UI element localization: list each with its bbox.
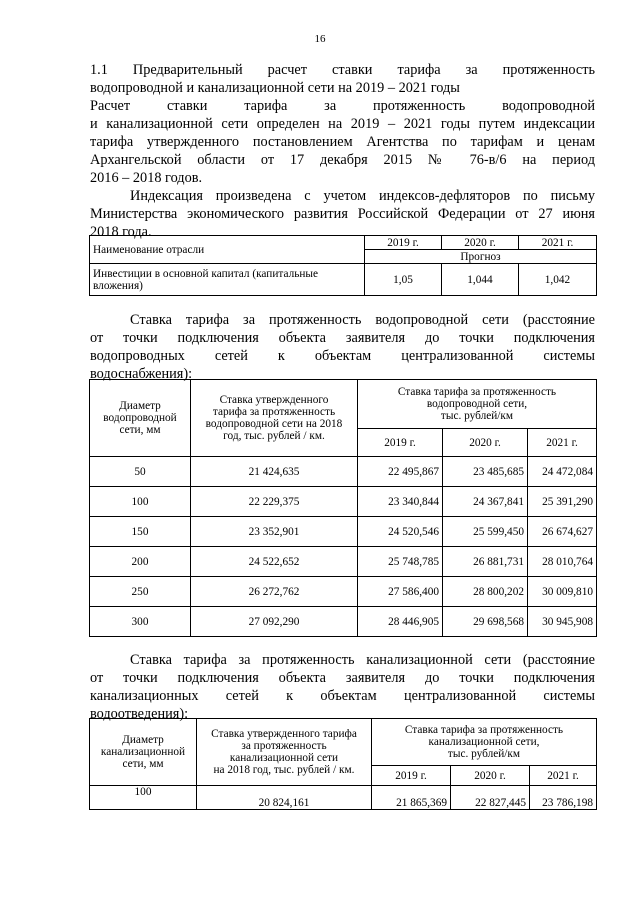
table-row: [90, 577, 597, 607]
rate-2021-cell: 28 010,764: [528, 547, 597, 577]
index-value: 1,042: [519, 264, 597, 296]
water-supply-rates-table: [89, 379, 597, 637]
para1-line-2: и канализационной сети определен на 2019 – 2021 годы путем индексации: [90, 116, 595, 132]
section-heading-line-1: 1.1 Предварительный расчет ставки тарифа за протяженность: [90, 62, 595, 78]
rate-2019-cell: 23 340,844: [358, 487, 443, 517]
para2-line-2: Министерства экономического развития Российской Федерации от 27 июня: [90, 206, 595, 222]
diameter-cell: 250: [90, 577, 191, 607]
diameter-cell: 100: [90, 487, 191, 517]
para2-line-1: Индексация произведена с учетом индексов-дефляторов по письму: [130, 188, 595, 204]
section-heading-line-2: водопроводной и канализационной сети на 2019 – 2021 годы: [90, 80, 460, 96]
year-header: 2019 г.: [372, 766, 451, 786]
rate-2021-cell: 23 786,198: [530, 786, 597, 810]
para4-line-3: канализационных сетей к объектам централизованной системы: [90, 688, 595, 704]
year-header: 2021 г.: [519, 236, 597, 250]
index-value: 1,044: [442, 264, 519, 296]
index-value: 1,05: [365, 264, 442, 296]
para4-line-4: водоотведения):: [90, 706, 189, 722]
year-header: 2019 г.: [358, 429, 443, 457]
rate-2019-cell: 27 586,400: [358, 577, 443, 607]
table-row: [90, 517, 597, 547]
rate-2021-cell: 26 674,627: [528, 517, 597, 547]
rate-2021-cell: 30 009,810: [528, 577, 597, 607]
rate-2018-cell: 20 824,161: [197, 786, 372, 810]
rate-2018-cell: 26 272,762: [191, 577, 358, 607]
rate-2020-cell: 23 485,685: [443, 457, 528, 487]
rate-group-header: Ставка тарифа за протяженность водопроводной сети, тыс. рублей/км: [358, 380, 597, 429]
rate-2018-header: Ставка утвержденного тарифа за протяженность водопроводной сети на 2018 год, тыс. рублей / км.: [191, 380, 358, 457]
year-header: 2021 г.: [530, 766, 597, 786]
rate-2018-cell: 22 229,375: [191, 487, 358, 517]
year-header: 2020 г.: [442, 236, 519, 250]
investment-row-label: Инвестиции в основной капитал (капитальные вложения): [90, 264, 365, 296]
year-header: 2019 г.: [365, 236, 442, 250]
diameter-cell: 200: [90, 547, 191, 577]
forecast-label: Прогноз: [365, 250, 597, 264]
rate-group-header: Ставка тарифа за протяженность канализационной сети, тыс. рублей/км: [372, 719, 597, 766]
diameter-cell: 150: [90, 517, 191, 547]
rate-2018-cell: 21 424,635: [191, 457, 358, 487]
year-header: 2020 г.: [443, 429, 528, 457]
para4-line-1: Ставка тарифа за протяженность канализационной сети (расстояние: [130, 652, 595, 668]
page-number: 16: [314, 33, 326, 45]
rate-2019-cell: 22 495,867: [358, 457, 443, 487]
industry-header: Наименование отрасли: [90, 236, 365, 264]
para1-line-3: тарифа утвержденного постановлением Агентства по тарифам и ценам: [90, 134, 595, 150]
diameter-header: Диаметр канализационной сети, мм: [90, 719, 197, 786]
rate-2021-cell: 25 391,290: [528, 487, 597, 517]
diameter-cell: 300: [90, 607, 191, 637]
para3-line-2: от точки подключения объекта заявителя до точки подключения: [90, 330, 595, 346]
table-row: [90, 786, 597, 810]
year-header: 2021 г.: [528, 429, 597, 457]
para1-line-5: 2016 – 2018 годов.: [90, 170, 203, 186]
rate-2019-cell: 21 865,369: [372, 786, 451, 810]
para3-line-4: водоснабжения):: [90, 366, 193, 382]
diameter-cell: 50: [90, 457, 191, 487]
table-row: [90, 547, 597, 577]
table-row: [90, 487, 597, 517]
year-header: 2020 г.: [451, 766, 530, 786]
rate-2019-cell: 24 520,546: [358, 517, 443, 547]
index-table: [89, 235, 597, 296]
rate-2021-cell: 30 945,908: [528, 607, 597, 637]
para3-line-1: Ставка тарифа за протяженность водопроводной сети (расстояние: [130, 312, 595, 328]
rate-2018-header: Ставка утвержденного тарифа за протяженность канализационной сети на 2018 год, тыс. рублей / км.: [197, 719, 372, 786]
para1-line-1: Расчет ставки тарифа за протяженность водопроводной: [90, 98, 595, 114]
rate-2020-cell: 25 599,450: [443, 517, 528, 547]
rate-2019-cell: 25 748,785: [358, 547, 443, 577]
rate-2020-cell: 26 881,731: [443, 547, 528, 577]
rate-2018-cell: 24 522,652: [191, 547, 358, 577]
para2-line-3: 2018 года.: [90, 224, 152, 240]
rate-2020-cell: 24 367,841: [443, 487, 528, 517]
para1-line-4: Архангельской области от 17 декабря 2015 № 76-в/6 на период: [90, 152, 595, 168]
rate-2020-cell: 28 800,202: [443, 577, 528, 607]
diameter-header: Диаметр водопроводной сети, мм: [90, 380, 191, 457]
para4-line-2: от точки подключения объекта заявителя до точки подключения: [90, 670, 595, 686]
table-row: [90, 457, 597, 487]
rate-2018-cell: 23 352,901: [191, 517, 358, 547]
diameter-cell: 100: [90, 786, 197, 810]
rate-2018-cell: 27 092,290: [191, 607, 358, 637]
table-row: [90, 607, 597, 637]
rate-2020-cell: 29 698,568: [443, 607, 528, 637]
rate-2019-cell: 28 446,905: [358, 607, 443, 637]
sewer-rates-table: [89, 718, 597, 810]
para3-line-3: водопроводных сетей к объектам централизованной системы: [90, 348, 595, 364]
rate-2021-cell: 24 472,084: [528, 457, 597, 487]
rate-2020-cell: 22 827,445: [451, 786, 530, 810]
